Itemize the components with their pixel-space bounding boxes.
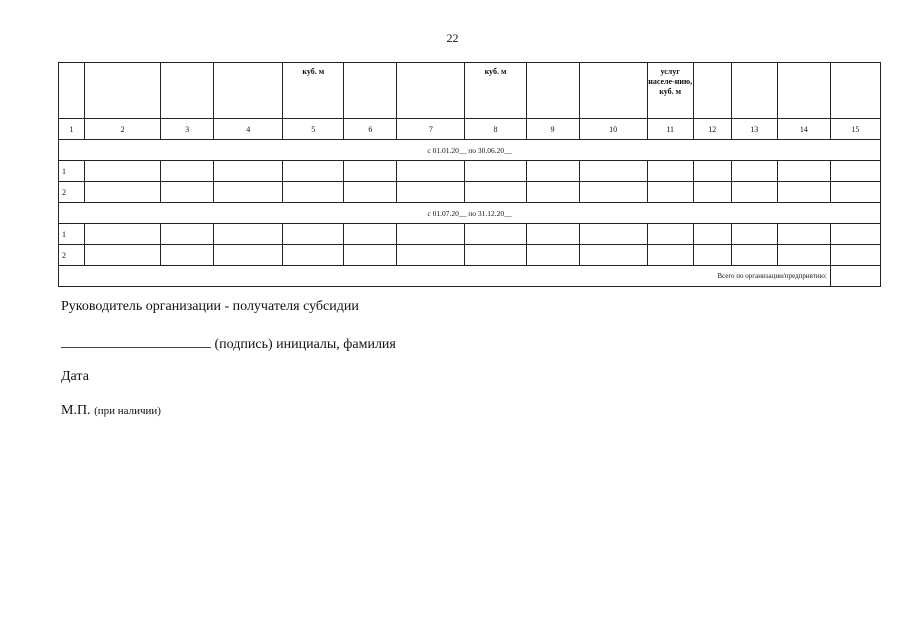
input-cell[interactable] bbox=[85, 224, 161, 245]
input-cell[interactable] bbox=[465, 182, 526, 203]
column-number: 2 bbox=[85, 119, 161, 140]
input-cell[interactable] bbox=[777, 245, 830, 266]
row-number: 1 bbox=[59, 224, 85, 245]
stamp-line bbox=[61, 404, 161, 418]
input-cell[interactable] bbox=[397, 161, 465, 182]
input-cell[interactable] bbox=[693, 161, 731, 182]
row-number: 2 bbox=[59, 245, 85, 266]
header-cell bbox=[59, 63, 85, 119]
stamp-label: М.П. bbox=[61, 403, 91, 418]
column-number: 5 bbox=[283, 119, 344, 140]
column-number: 15 bbox=[830, 119, 880, 140]
input-cell[interactable] bbox=[526, 161, 579, 182]
input-cell[interactable] bbox=[397, 182, 465, 203]
column-numbers-row bbox=[59, 119, 881, 140]
input-cell[interactable] bbox=[647, 161, 693, 182]
period-label: с 01.07.20__ по 31.12.20__ bbox=[59, 203, 881, 224]
total-label: Всего по организации/предприятию: bbox=[59, 266, 831, 287]
input-cell[interactable] bbox=[693, 245, 731, 266]
input-cell[interactable] bbox=[397, 224, 465, 245]
header-cell bbox=[397, 63, 465, 119]
input-cell[interactable] bbox=[465, 245, 526, 266]
header-cell bbox=[526, 63, 579, 119]
column-number: 10 bbox=[579, 119, 647, 140]
column-number: 4 bbox=[214, 119, 283, 140]
row-number: 2 bbox=[59, 182, 85, 203]
table-header-row bbox=[59, 63, 881, 119]
header-cell bbox=[579, 63, 647, 119]
head-of-organization-label: Руководитель организации - получателя субсидии bbox=[61, 299, 359, 314]
input-cell[interactable] bbox=[283, 161, 344, 182]
input-cell[interactable] bbox=[777, 224, 830, 245]
input-cell[interactable] bbox=[344, 161, 397, 182]
input-cell[interactable] bbox=[526, 182, 579, 203]
input-cell[interactable] bbox=[465, 161, 526, 182]
input-cell[interactable] bbox=[777, 161, 830, 182]
total-value-cell[interactable] bbox=[830, 266, 880, 287]
row-number: 1 bbox=[59, 161, 85, 182]
total-row bbox=[59, 266, 881, 287]
table-row bbox=[59, 182, 881, 203]
input-cell[interactable] bbox=[647, 245, 693, 266]
header-cell bbox=[830, 63, 880, 119]
input-cell[interactable] bbox=[161, 224, 214, 245]
input-cell[interactable] bbox=[344, 224, 397, 245]
input-cell[interactable] bbox=[344, 182, 397, 203]
header-cell bbox=[85, 63, 161, 119]
date-label: Дата bbox=[61, 369, 89, 384]
page-number: 22 bbox=[446, 31, 459, 45]
signature-caption: (подпись) инициалы, фамилия bbox=[214, 337, 396, 352]
input-cell[interactable] bbox=[579, 161, 647, 182]
input-cell[interactable] bbox=[214, 182, 283, 203]
header-cell bbox=[214, 63, 283, 119]
signature-line bbox=[61, 335, 396, 352]
input-cell[interactable] bbox=[830, 182, 880, 203]
table-row bbox=[59, 245, 881, 266]
input-cell[interactable] bbox=[647, 224, 693, 245]
input-cell[interactable] bbox=[465, 224, 526, 245]
input-cell[interactable] bbox=[214, 245, 283, 266]
column-number: 6 bbox=[344, 119, 397, 140]
input-cell[interactable] bbox=[161, 182, 214, 203]
column-number: 7 bbox=[397, 119, 465, 140]
input-cell[interactable] bbox=[526, 245, 579, 266]
column-number: 1 bbox=[59, 119, 85, 140]
input-cell[interactable] bbox=[693, 224, 731, 245]
input-cell[interactable] bbox=[579, 224, 647, 245]
header-cell: куб. м bbox=[465, 63, 526, 119]
input-cell[interactable] bbox=[830, 245, 880, 266]
input-cell[interactable] bbox=[85, 182, 161, 203]
input-cell[interactable] bbox=[830, 224, 880, 245]
input-cell[interactable] bbox=[830, 161, 880, 182]
column-number: 11 bbox=[647, 119, 693, 140]
input-cell[interactable] bbox=[647, 182, 693, 203]
input-cell[interactable] bbox=[731, 245, 777, 266]
subsidy-form-table bbox=[58, 62, 881, 287]
input-cell[interactable] bbox=[526, 224, 579, 245]
input-cell[interactable] bbox=[283, 245, 344, 266]
column-number: 9 bbox=[526, 119, 579, 140]
input-cell[interactable] bbox=[161, 161, 214, 182]
table-row bbox=[59, 161, 881, 182]
input-cell[interactable] bbox=[731, 224, 777, 245]
input-cell[interactable] bbox=[397, 245, 465, 266]
column-number: 12 bbox=[693, 119, 731, 140]
stamp-note: (при наличии) bbox=[94, 405, 161, 417]
column-number: 3 bbox=[161, 119, 214, 140]
input-cell[interactable] bbox=[579, 245, 647, 266]
input-cell[interactable] bbox=[85, 245, 161, 266]
input-cell[interactable] bbox=[283, 224, 344, 245]
input-cell[interactable] bbox=[283, 182, 344, 203]
input-cell[interactable] bbox=[731, 161, 777, 182]
column-number: 14 bbox=[777, 119, 830, 140]
input-cell[interactable] bbox=[161, 245, 214, 266]
input-cell[interactable] bbox=[777, 182, 830, 203]
header-cell: куб. м bbox=[283, 63, 344, 119]
input-cell[interactable] bbox=[344, 245, 397, 266]
input-cell[interactable] bbox=[214, 161, 283, 182]
header-cell bbox=[777, 63, 830, 119]
input-cell[interactable] bbox=[214, 224, 283, 245]
header-cell bbox=[693, 63, 731, 119]
period-row-first-half bbox=[59, 140, 881, 161]
input-cell[interactable] bbox=[579, 182, 647, 203]
column-number: 8 bbox=[465, 119, 526, 140]
input-cell[interactable] bbox=[85, 161, 161, 182]
period-label: с 01.01.20__ по 30.06.20__ bbox=[59, 140, 881, 161]
header-cell: услуг населе-нию, куб. м bbox=[647, 63, 693, 119]
header-cell bbox=[344, 63, 397, 119]
input-cell[interactable] bbox=[693, 182, 731, 203]
input-cell[interactable] bbox=[731, 182, 777, 203]
header-cell bbox=[731, 63, 777, 119]
header-cell bbox=[161, 63, 214, 119]
period-row-second-half bbox=[59, 203, 881, 224]
column-number: 13 bbox=[731, 119, 777, 140]
signature-blank-field[interactable] bbox=[61, 335, 211, 348]
table-row bbox=[59, 224, 881, 245]
